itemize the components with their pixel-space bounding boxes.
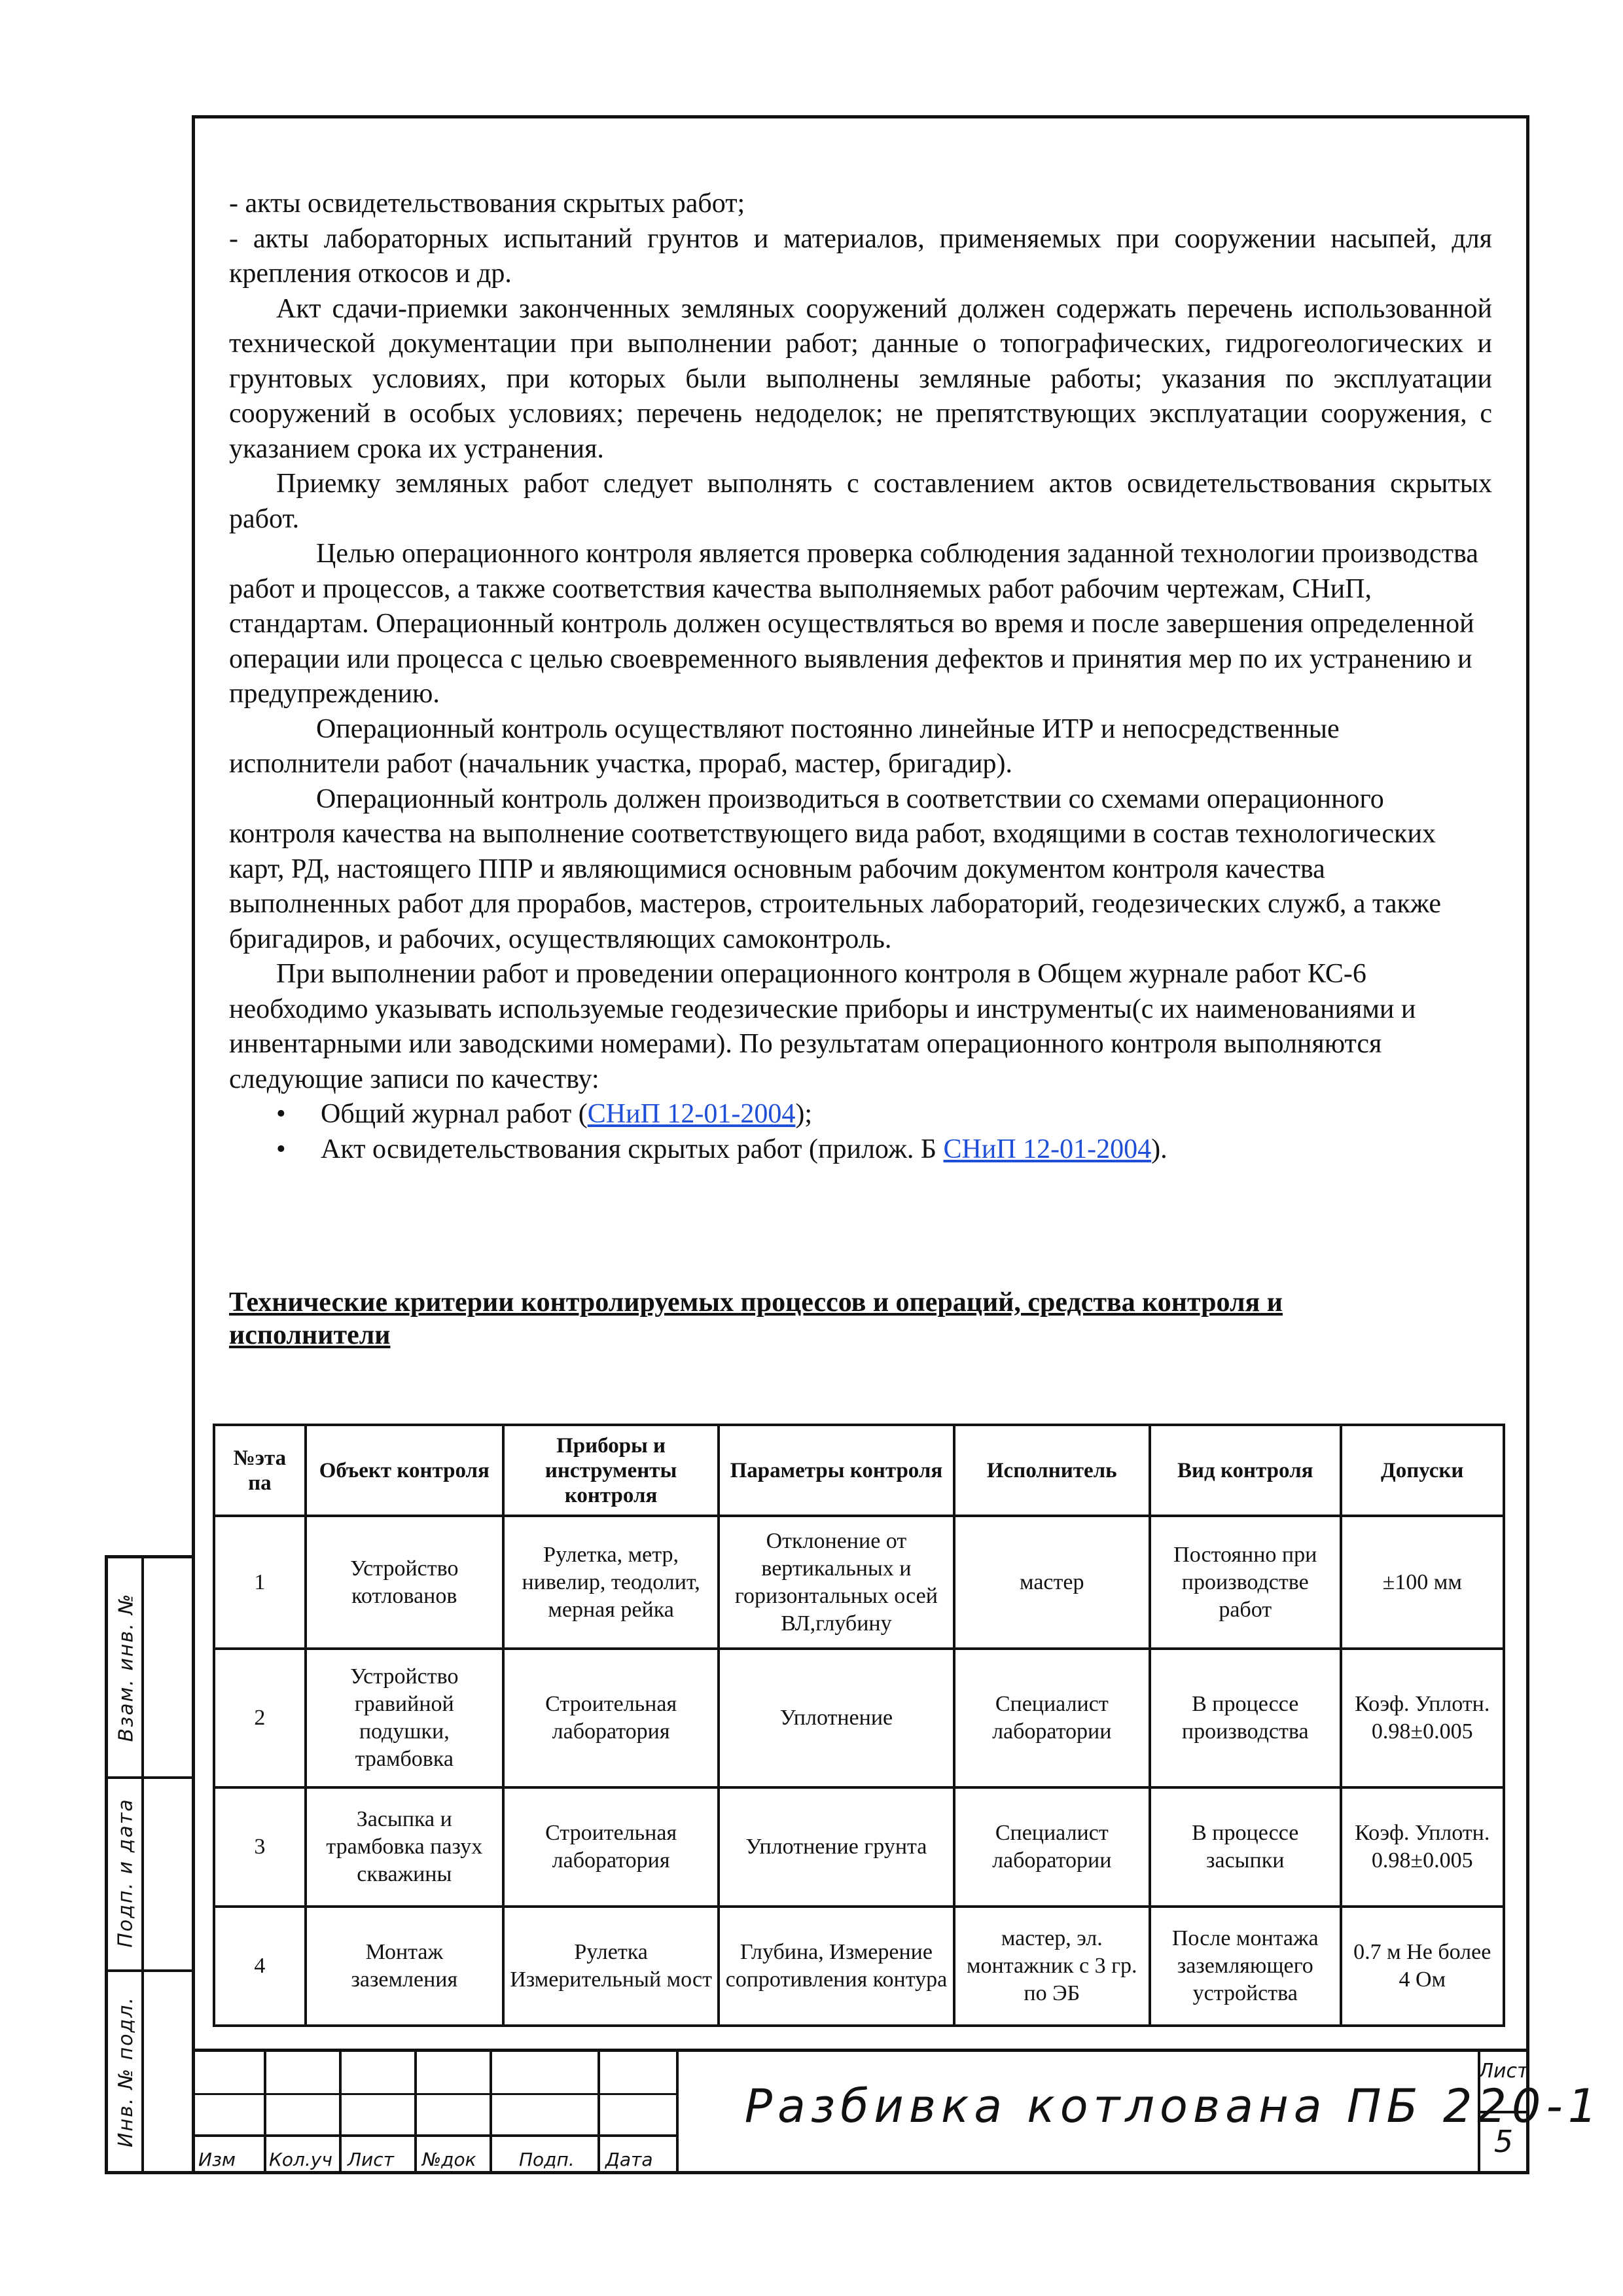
- paragraph-8: При выполнении работ и проведении операционного контроля в Общем журнале работ КС-6 необходимо указывать используемые геодезические приборы и инструменты(с их наименованиями и инвентарными или заводскими номерами). По результатам операционного контроля выполняются следующие записи по качеству:: [229, 959, 1416, 1094]
- side-label-inv: Инв. № подл.: [115, 1996, 137, 2147]
- header-cell: Приборы и инструменты контроля: [503, 1425, 719, 1516]
- table-row: 1 Устройство котлованов Рулетка, метр, нивелир, теодолит, мерная рейка Отклонение от вертикальных и горизонтальных осей ВЛ,глубину мастер Постоянно при производстве работ ±100 мм: [214, 1516, 1504, 1649]
- paragraph-5: Целью операционного контроля является проверка соблюдения заданной технологии производства работ и процессов, а также соответствия качества выполняемых работ рабочим чертежам, СНиП, стандартам. Операционный контроль должен осуществляться во время и после завершения определенной операции или процесса с целью своевременного выявления дефектов и принятия мер по их устранению и предупреждению.: [229, 539, 1478, 709]
- document-title: Разбивка котлована ПБ 220-1: [744, 2079, 1603, 2133]
- paragraph-6: Операционный контроль осуществляют постоянно линейные ИТР и непосредственные исполнители работ (начальник участка, прораб, мастер, бригадир).: [229, 713, 1340, 779]
- stamp-label-koluch: Кол.уч: [269, 2149, 332, 2170]
- sheet-number: 5: [1493, 2124, 1514, 2159]
- header-cell: №эта па: [214, 1425, 306, 1516]
- table-row: 4 Монтаж заземления Рулетка Измерительный мост Глубина, Измерение сопротивления контура мастер, эл. монтажник с 3 гр. по ЭБ После монтажа заземляющего устройства 0.7 м Не более 4 Ом: [214, 1907, 1504, 2026]
- title-block: [192, 2049, 1603, 2174]
- table-row: 3 Засыпка и трамбовка пазух скважины Строительная лаборатория Уплотнение грунта Специалист лаборатории В процессе засыпки Коэф. Уплотн. 0.98±0.005: [214, 1787, 1504, 1907]
- bullet-icon: •: [276, 1134, 286, 1164]
- paragraph-1: - акты освидетельствования скрытых работ;: [229, 188, 745, 219]
- stamp-label-ndok: №док: [422, 2149, 476, 2170]
- paragraph-7: Операционный контроль должен производиться в соответствии со схемами операционного контроля качества на выполнение соответствующего вида работ, входящими в состав технологических карт, РД, настоящего ППР и являющимися основным рабочим документом контроля качества выполненных работ для прорабов, мастеров, строительных лабораторий, геодезических служб, а также бригадиров, и рабочих, осуществляющих самоконтроль.: [229, 783, 1442, 954]
- list-item: • Акт освидетельствования скрытых работ (прилож. Б СНиП 12-01-2004).: [229, 1132, 1492, 1168]
- criteria-table: [213, 1424, 1505, 2027]
- stamp-label-izm: Изм: [198, 2149, 236, 2170]
- table-row: 2 Устройство гравийной подушки, трамбовка Строительная лаборатория Уплотнение Специалист лаборатории В процессе производства Коэф. Уплотн. 0.98±0.005: [214, 1649, 1504, 1787]
- side-label-vzam: Взам. инв. №: [115, 1592, 137, 1742]
- side-binding-strip: [105, 1555, 192, 2174]
- stamp-label-data: Дата: [605, 2149, 653, 2170]
- header-cell: Параметры контроля: [719, 1425, 954, 1516]
- paragraph-2: - акты лабораторных испытаний грунтов и материалов, применяемых при сооружении насыпей, для крепления откосов и др.: [229, 223, 1492, 289]
- stamp-label-podp: Подп.: [519, 2149, 575, 2170]
- header-cell: Объект контроля: [306, 1425, 503, 1516]
- header-cell: Исполнитель: [954, 1425, 1150, 1516]
- body-text: [229, 187, 1492, 1167]
- sheet-label: Лист: [1478, 2060, 1529, 2083]
- header-cell: Допуски: [1341, 1425, 1505, 1516]
- header-cell: Вид контроля: [1150, 1425, 1341, 1516]
- snip-link[interactable]: СНиП 12-01-2004: [943, 1134, 1152, 1164]
- snip-link[interactable]: СНиП 12-01-2004: [587, 1099, 796, 1129]
- section-title: Технические критерии контролируемых процессов и операций, средства контроля и исполнители: [229, 1287, 1283, 1350]
- bullet-icon: •: [276, 1099, 286, 1129]
- table-header-row: [214, 1425, 1504, 1516]
- paragraph-4: Приемку земляных работ следует выполнять с составлением актов освидетельствования скрытых работ.: [229, 469, 1492, 534]
- list-item: • Общий журнал работ (СНиП 12-01-2004);: [229, 1097, 1492, 1132]
- side-label-podp: Подп. и дата: [115, 1798, 137, 1948]
- stamp-label-list: Лист: [348, 2149, 394, 2170]
- records-list: [229, 1097, 1492, 1167]
- paragraph-3: Акт сдачи-приемки законченных земляных сооружений должен содержать перечень использованной технической документации при выполнении работ; данные о топографических, гидрогеологических и грунтовых условиях, при которых были выполнены земляные работы; указания по эксплуатации сооружений в особых условиях; перечень недоделок; не препятствующих эксплуатации сооружения, с указанием срока их устранения.: [229, 293, 1492, 464]
